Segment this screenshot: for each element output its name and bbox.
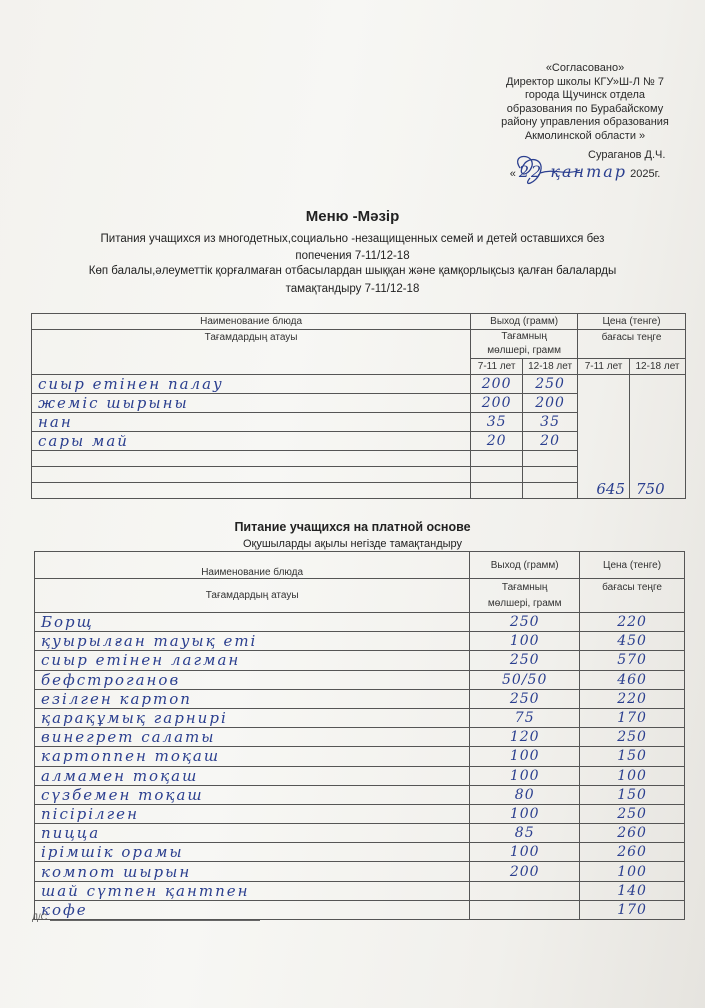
dish-yield-12-18: 20 bbox=[523, 432, 578, 451]
dish-yield: 85 bbox=[470, 824, 580, 843]
approval-line: району управления образования bbox=[501, 116, 669, 128]
dish-yield-7-11 bbox=[471, 467, 523, 483]
total-price-7-11 bbox=[578, 375, 630, 499]
dish-price: 450 bbox=[580, 632, 685, 651]
table-row bbox=[35, 843, 685, 862]
dish-name: винегрет салаты bbox=[35, 728, 470, 747]
dish-yield: 120 bbox=[470, 728, 580, 747]
header-name-kz: Тағамдардың атауы bbox=[35, 579, 470, 613]
dish-name: пісірілген bbox=[35, 804, 470, 823]
dish-name: компот шырын bbox=[35, 862, 470, 881]
dish-price: 250 bbox=[580, 728, 685, 747]
dish-yield: 250 bbox=[470, 651, 580, 670]
footer-signature-line bbox=[50, 920, 260, 921]
dish-yield-7-11 bbox=[471, 451, 523, 467]
dish-price: 220 bbox=[580, 613, 685, 632]
dish-name: кофе bbox=[35, 900, 470, 919]
dish-name: жеміс шырыны bbox=[32, 394, 471, 413]
header-name-kz: Тағамдардың атауы bbox=[32, 330, 471, 375]
header-yield-kz-2: мөлшері, грамм bbox=[487, 345, 561, 356]
dish-yield bbox=[470, 900, 580, 919]
dish-yield-7-11 bbox=[471, 483, 523, 499]
table-row bbox=[35, 689, 685, 708]
dish-price: 100 bbox=[580, 862, 685, 881]
dish-price: 570 bbox=[580, 651, 685, 670]
dish-yield: 100 bbox=[470, 843, 580, 862]
header-yield-kz-2: мөлшері, грамм bbox=[487, 597, 562, 609]
dish-yield-7-11: 35 bbox=[471, 413, 523, 432]
header-price-kz: бағасы теңге bbox=[578, 330, 686, 359]
approval-date-suffix: 2025г. bbox=[630, 167, 661, 180]
dish-yield-12-18 bbox=[523, 467, 578, 483]
dish-price: 250 bbox=[580, 804, 685, 823]
approval-line: «Согласовано» bbox=[545, 62, 625, 74]
approval-date-handwritten: 22 қантар bbox=[518, 161, 628, 181]
table-row bbox=[35, 613, 685, 632]
approval-line: Директор школы КГУ»Ш-Л № 7 bbox=[506, 75, 664, 88]
page-title: Меню -Мәзір bbox=[305, 208, 400, 225]
dish-yield: 100 bbox=[470, 804, 580, 823]
header-price-kz: бағасы теңге bbox=[580, 579, 685, 613]
dish-name: Борщ bbox=[35, 613, 470, 632]
dish-name bbox=[32, 483, 471, 499]
dish-yield: 250 bbox=[470, 689, 580, 708]
dish-name: қуырылған тауық еті bbox=[35, 632, 470, 651]
dish-yield: 100 bbox=[470, 632, 580, 651]
approval-date-prefix: « bbox=[509, 167, 516, 180]
dish-yield-12-18: 200 bbox=[523, 394, 578, 413]
dish-yield: 200 bbox=[470, 862, 580, 881]
dish-price: 460 bbox=[580, 670, 685, 689]
dish-yield-12-18 bbox=[523, 451, 578, 467]
age-col-7-11: 7-11 лет bbox=[471, 359, 523, 375]
subtitle-kz-1: Көп балалы,әлеуметтік қорғалмаған отбасылардан шыққан және қамқорлықсыз қалған балаларды bbox=[88, 265, 617, 277]
dish-price: 170 bbox=[580, 708, 685, 727]
footer-label: Д/С bbox=[32, 912, 48, 922]
table-row bbox=[35, 651, 685, 670]
table-row bbox=[35, 747, 685, 766]
paid-meals-rows bbox=[35, 613, 685, 920]
dish-name bbox=[32, 467, 471, 483]
dish-price: 100 bbox=[580, 766, 685, 785]
header-yield-ru: Выход (грамм) bbox=[470, 552, 580, 579]
dish-name: пицца bbox=[35, 824, 470, 843]
header-name-ru: Наименование блюда bbox=[32, 314, 471, 330]
dish-yield: 75 bbox=[470, 708, 580, 727]
dish-name: езілген картоп bbox=[35, 689, 470, 708]
header-price-ru: Цена (тенге) bbox=[580, 552, 685, 579]
dish-price: 140 bbox=[580, 881, 685, 900]
table-row bbox=[35, 824, 685, 843]
total-price-7-11-value: 645 bbox=[596, 480, 626, 498]
dish-name: қарақұмық гарнирі bbox=[35, 708, 470, 727]
table-row bbox=[35, 708, 685, 727]
dish-name: сары май bbox=[32, 432, 471, 451]
header-yield-kz-1: Тағамның bbox=[501, 331, 547, 342]
subtitle-ru-1: Питания учащихся из многодетных,социально -незащищенных семей и детей оставшихся без bbox=[100, 233, 605, 245]
header-yield-kz bbox=[471, 330, 578, 359]
dish-yield: 100 bbox=[470, 766, 580, 785]
table-row bbox=[35, 804, 685, 823]
dish-price: 170 bbox=[580, 900, 685, 919]
price-age-7-11: 7-11 лет bbox=[578, 359, 630, 375]
dish-price: 150 bbox=[580, 785, 685, 804]
dish-name: алмамен тоқаш bbox=[35, 766, 470, 785]
header-yield-ru: Выход (грамм) bbox=[471, 314, 578, 330]
dish-yield bbox=[470, 881, 580, 900]
total-price-12-18-value: 750 bbox=[636, 480, 665, 498]
table-row bbox=[35, 785, 685, 804]
header-price-ru: Цена (тенге) bbox=[578, 314, 686, 330]
header-yield-kz-1: Тағамның bbox=[501, 581, 548, 593]
dish-name bbox=[32, 451, 471, 467]
subtitle-ru-2: попечения 7-11/12-18 bbox=[295, 250, 410, 262]
dish-yield-12-18: 250 bbox=[523, 375, 578, 394]
dish-yield-7-11: 200 bbox=[471, 394, 523, 413]
paid-meals-table bbox=[34, 551, 685, 920]
table-row bbox=[35, 766, 685, 785]
dish-name: сиыр етінен лагман bbox=[35, 651, 470, 670]
dish-name: картоппен тоқаш bbox=[35, 747, 470, 766]
approval-line: образования по Бурабайскому bbox=[506, 102, 664, 115]
subtitle-kz-2: тамақтандыру 7-11/12-18 bbox=[285, 283, 420, 295]
total-price-12-18 bbox=[630, 375, 686, 499]
table-row bbox=[35, 862, 685, 881]
dish-price: 260 bbox=[580, 843, 685, 862]
dish-yield-7-11: 20 bbox=[471, 432, 523, 451]
table-row bbox=[35, 881, 685, 900]
dish-yield-7-11: 200 bbox=[471, 375, 523, 394]
dish-yield: 100 bbox=[470, 747, 580, 766]
dish-price: 220 bbox=[580, 689, 685, 708]
table-row bbox=[35, 900, 685, 919]
dish-name: сүзбемен тоқаш bbox=[35, 785, 470, 804]
approval-line: города Щучинск отдела bbox=[524, 89, 646, 101]
dish-yield-12-18: 35 bbox=[523, 413, 578, 432]
approval-signer: Сураганов Д.Ч. bbox=[588, 149, 666, 161]
dish-name: нан bbox=[32, 413, 471, 432]
dish-yield-12-18 bbox=[523, 483, 578, 499]
dish-name: сиыр етінен палау bbox=[32, 375, 471, 394]
section2-subtitle: Оқушыларды ақылы негізде тамақтандыру bbox=[242, 538, 463, 550]
table-row bbox=[35, 632, 685, 651]
dish-name: ірімшік орамы bbox=[35, 843, 470, 862]
free-meals-table bbox=[31, 313, 686, 499]
dish-name: бефстроганов bbox=[35, 670, 470, 689]
dish-name: шай сүтпен қантпен bbox=[35, 881, 470, 900]
age-col-12-18: 12-18 лет bbox=[523, 359, 578, 375]
section2-title: Питание учащихся на платной основе bbox=[234, 520, 471, 534]
price-age-12-18: 12-18 лет bbox=[630, 359, 686, 375]
approval-line: Акмолинской области » bbox=[524, 129, 646, 142]
dish-yield: 250 bbox=[470, 613, 580, 632]
dish-yield: 50/50 bbox=[470, 670, 580, 689]
header-yield-kz bbox=[470, 579, 580, 613]
table-row bbox=[35, 670, 685, 689]
dish-price: 260 bbox=[580, 824, 685, 843]
dish-price: 150 bbox=[580, 747, 685, 766]
dish-yield: 80 bbox=[470, 785, 580, 804]
table-row bbox=[35, 728, 685, 747]
header-name-ru: Наименование блюда bbox=[35, 552, 470, 579]
